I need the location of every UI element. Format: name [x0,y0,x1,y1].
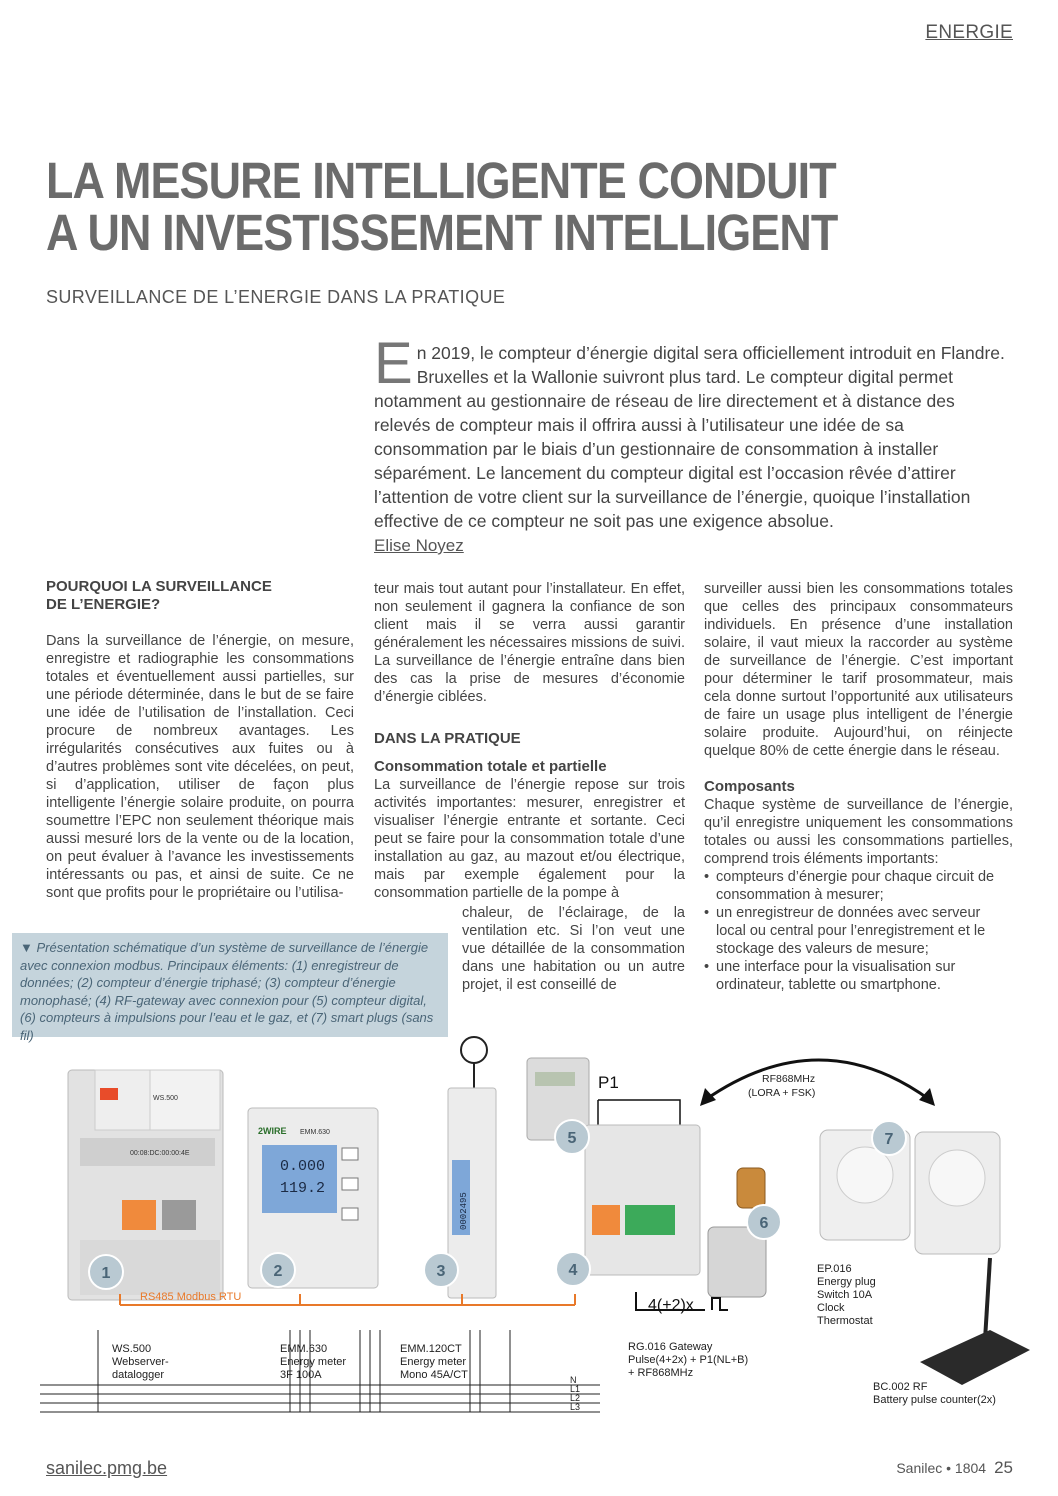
col2-wrap-text: chaleur, de l’éclairage, de la ventilation etc. Si l’on veut une vue détaillée de la consommation dans une habitation ou un autre projet, il est conseillé de [462,905,685,993]
warning-label-icon [100,1088,118,1100]
line-labels [570,1375,580,1412]
badge-6-label: 6 [759,1215,769,1232]
footer-website-link[interactable]: sanilec.pmg.be [46,1458,168,1478]
bullet-item [704,958,1013,994]
badge-1-label: 1 [101,1265,111,1282]
col3-paragraph-2: Chaque système de surveillance de l’énergie, qu’il enregistre uniquement les consommations totales ou aussi les consommations partielles, comprend trois éléments importants: [704,797,1013,867]
bullet-icon: • [704,959,710,975]
badge-4-label: 4 [568,1262,578,1279]
col3-subheading: Composants [704,778,795,795]
line-label-n: N [570,1375,577,1385]
col2-paragraph-2: La surveillance de l’énergie repose sur trois activités importantes: mesurer, enregistrer et visualiser l’énergie entrante et sortante. Ceci peut se faire pour la consommation totale d’une installation au gaz, au mazout et/ou électrique, mais par exemple également pour la consommation partielle de la pompe à [374,777,685,901]
bc-label-2: Battery pulse counter(2x) [873,1394,996,1406]
col1-heading-line-1: POURQUOI LA SURVEILLANCE [46,578,272,595]
terminal-block-icon [122,1200,156,1230]
mono-display: 0002495 [459,1192,469,1230]
emm120-label-1: EMM.120CT [400,1343,462,1355]
spacer [704,760,1013,778]
rg-label-1: RG.016 Gateway [628,1341,713,1353]
brand-logo: 2WIRE [258,1126,287,1136]
button-icon [342,1208,358,1220]
emm120-label-2: Energy meter [400,1356,467,1368]
title-line-1: LA MESURE INTELLIGENTE CONDUIT [46,152,836,209]
meter-display-2: 119.2 [280,1180,326,1197]
meter-display-1: 0.000 [280,1158,326,1175]
bullet-item [704,868,1013,904]
article-title [46,152,891,261]
col2-subheading: Consommation totale et partielle [374,758,607,775]
ct-clamp-icon [461,1037,487,1063]
column-2 [374,580,685,902]
emm630-label-3: 3F 100A [280,1369,322,1381]
author-byline: Elise Noyez [374,536,464,555]
smart-plugs [820,1130,1000,1254]
footer-issue [896,1458,1013,1478]
ws-label-1: WS.500 [112,1343,152,1355]
system-diagram [0,1030,1058,1430]
button-icon [342,1148,358,1160]
issue-label: Sanilec • 1804 [896,1460,987,1476]
bus-label: RS485 Modbus RTU [140,1291,242,1303]
col3-paragraph-1: surveiller aussi bien les consommations totales que celles des principaux consommateurs individuels. En présence d’une installation solaire, il vaut mieux la raccorder au système de surveillance de l’énergie. C’est important pour déterminer le tarif prosommateur, mais cela donne surtout l’opportunité aux utilisateurs de faire un usage plus intelligent de l’énergie solaire produite. Aujourd’hui, on réinjecte quelque 80% de cette énergie dans le réseau. [704,581,1013,759]
bc-label-1: BC.002 RF [873,1381,928,1393]
ep-label-5: Thermostat [817,1315,873,1327]
emm630-label-1: EMM.630 [280,1343,328,1355]
ep-label-1: EP.016 [817,1263,852,1275]
emm630-label-2: Energy meter [280,1356,347,1368]
badge-5-label: 5 [567,1130,577,1147]
badge-2-label: 2 [273,1263,283,1280]
antenna-icon [985,1258,990,1340]
rg016-device [585,1125,700,1275]
rf-label-2: (LORA + FSK) [748,1087,816,1099]
spacer [46,614,354,632]
title-line-2: A UN INVESTISSEMENT INTELLIGENT [46,204,838,261]
line-label-l3: L3 [570,1402,581,1412]
ws-model-label: WS.500 [153,1095,178,1102]
rg-label-3: + RF868MHz [628,1367,694,1379]
drop-cap: E [374,331,413,396]
bullet-text: un enregistreur de données avec serveur local ou central pour l’enregistrement et le stockage des valeurs de mesure; [716,905,986,957]
badge-7-label: 7 [884,1131,894,1148]
pulse-icon [712,1298,728,1310]
article-subtitle: SURVEILLANCE DE L’ENERGIE DANS LA PRATIQUE [46,287,506,307]
rf-link-arrow [705,1060,930,1100]
intro-paragraph [374,331,1014,533]
bullet-icon: • [704,869,710,885]
bc002-device [920,1258,1030,1385]
spacer [374,748,685,758]
ws-mac-label: 00:08:DC:00:00:4E [130,1150,190,1157]
ethernet-port-icon [162,1200,196,1230]
ep-label-4: Clock [817,1302,845,1314]
ep-label-2: Energy plug [817,1276,876,1288]
button-icon [342,1178,358,1190]
bullet-text: une interface pour la visualisation sur ordinateur, tablette ou smartphone. [716,959,956,993]
col1-heading [46,578,354,614]
emm630-model-label: EMM.630 [300,1129,330,1136]
intro-text: n 2019, le compteur d’énergie digital sera officiellement introduit en Flandre. Bruxelles et la Wallonie suivront plus tard. Le compteur digital permet notamment au gestionnaire de réseau de lire directement et à distance des relevés de compteur mais il offrira aussi à l’utilisateur une idée de sa consommation par le biais d’un gestionnaire de consommation à installer séparément. Le lancement du compteur digital est l’occasion rêvée d’attirer l’attention de votre client sur la surveillance de l’énergie, quoique l’installation effective de ce compteur ne soit pas une exigence absolue. [374,343,1005,531]
rs485-bus [120,1291,575,1305]
ws-label-3: datalogger [112,1369,164,1381]
bullet-icon: • [704,905,710,921]
rf-label-1: RF868MHz [762,1073,816,1085]
p1-label: P1 [598,1073,619,1092]
lcd-display [262,1145,337,1213]
water-meter-icon [737,1168,765,1208]
emm120-label-3: Mono 45A/CT [400,1369,468,1381]
bullet-item [704,904,1013,958]
ep-label-3: Switch 10A [817,1289,873,1301]
col2-paragraph-1: teur mais tout autant pour l’installateur. En effet, non seulement il gagnera la confiance de son client mais il se verra aussi garantir généralement les nécessaires missions de suivi. La surveillance de l’énergie entraîne dans bien des cas la prise de mesures d’économie d’énergie ciblées. [374,581,685,705]
badge-3-label: 3 [436,1263,446,1280]
bullet-text: compteurs d’énergie pour chaque circuit de consommation à mesurer; [716,869,995,903]
column-1 [46,578,354,902]
ws-label-2: Webserver- [112,1356,169,1368]
spacer [374,706,685,724]
col2-heading: DANS LA PRATIQUE [374,730,521,747]
emm120-device [448,1037,496,1298]
col1-heading-line-2: DE L’ENERGIE? [46,596,161,613]
line-label-l1: L1 [570,1384,581,1394]
col1-body: Dans la surveillance de l’énergie, on mesure, enregistre et radiographie les consommations totales et éventuellement aussi partielles, sur une période déterminée, dans le but de se faire une idée de l’utilisation de l’installation. Ceci procure de nombreux avantages. Les irrégularités consécutives aux fuites ou à d’autres problèmes sont vite décelées, on peut, si d’application, utiliser de façon plus intelligente l’énergie solaire produite, on pourra soumettre l’EPC non seulement théorique mais aussi mesuré lors de la vente ou de la location, on peut évaluer à l’avance les investissements intéressants ou pas, et ainsi de suite. Ce ne sont que profits pour le propriétaire ou l’utilisa- [46,633,354,901]
figure-caption: ▼ Présentation schématique d’un système de surveillance de l’énergie avec connexion modbus. Principaux éléments: (1) enregistreur de données; (2) compteur d’énergie triphasé; (3) compteur d’énergie monophasé; (4) RF-gateway avec connexion pour (5) compteur digital, (6) compteurs à impulsions pour l’eau et le gaz, et (7) smart plugs (sans fil) [12,933,448,1037]
line-label-l2: L2 [570,1393,581,1403]
page-number: 25 [994,1458,1013,1477]
section-tag: ENERGIE [925,22,1013,43]
rg-label-2: Pulse(4+2x) + P1(NL+B) [628,1354,749,1366]
column-3 [704,580,1013,994]
pulse-label: 4(+2)x [648,1297,694,1314]
